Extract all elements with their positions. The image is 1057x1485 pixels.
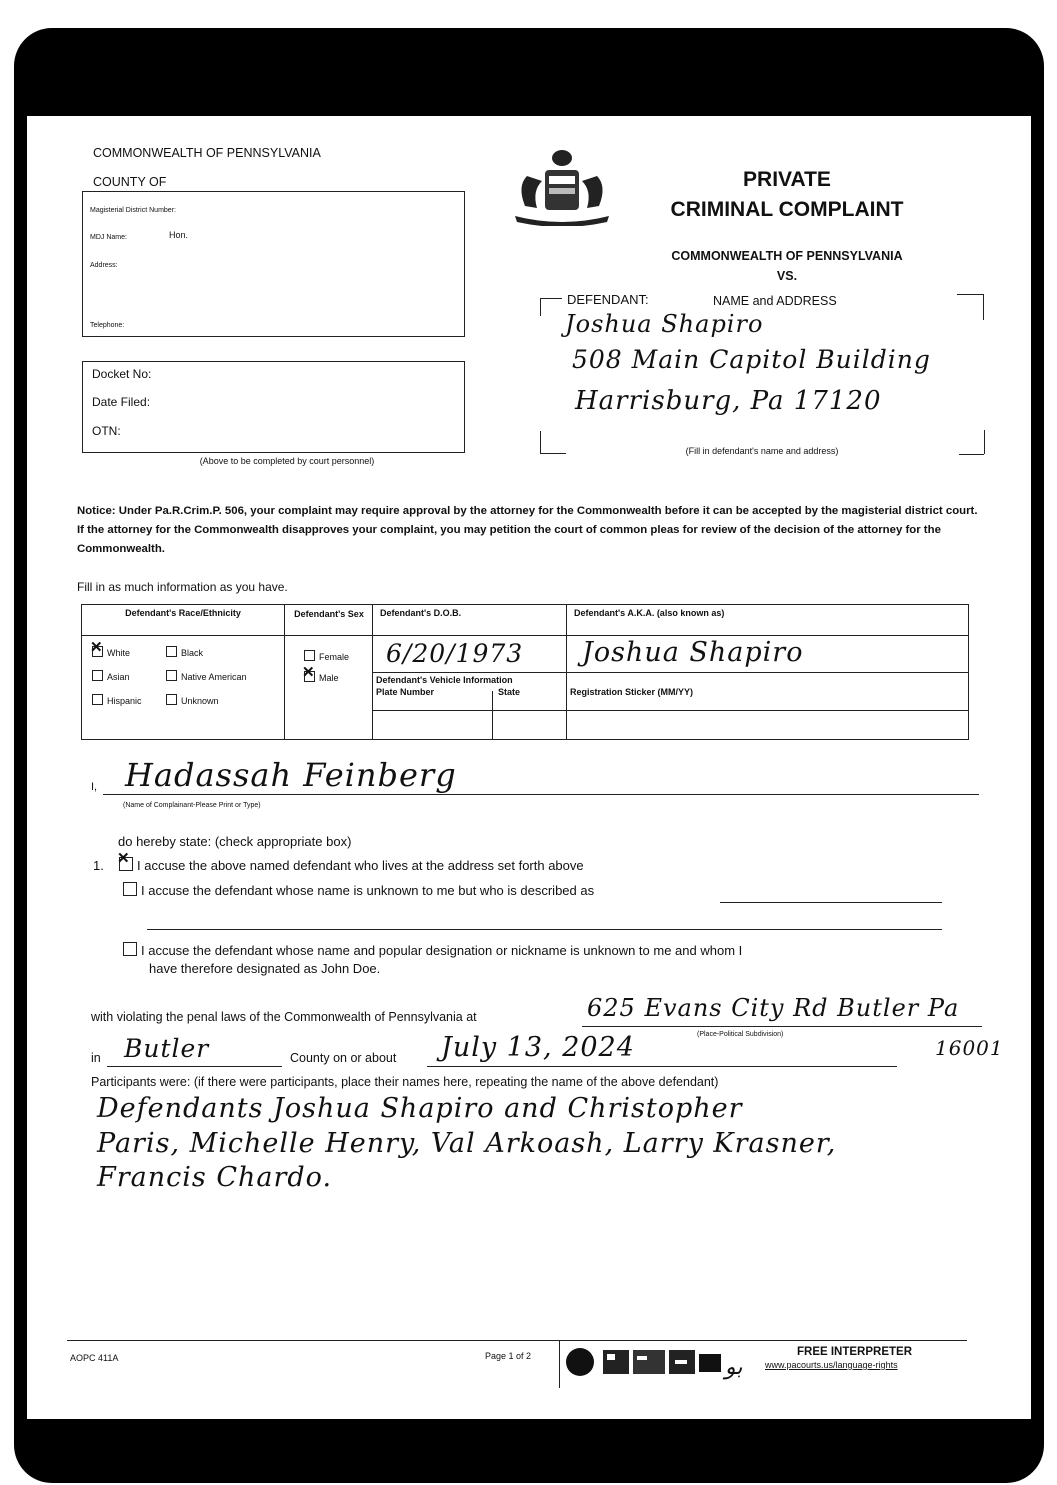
complainant-name: Hadassah Feinberg	[125, 756, 457, 794]
statement-option3[interactable]: I accuse the defendant whose name and popular designation or nickname is unknown to me and whom I	[123, 942, 742, 958]
race-white-checkbox[interactable]	[92, 646, 103, 657]
mdj-name-label: MDJ Name:	[90, 234, 127, 241]
race-hispanic-checkbox[interactable]	[92, 694, 103, 705]
race-black-option[interactable]: Black	[166, 646, 203, 658]
participants-line3: Francis Chardo.	[97, 1162, 333, 1193]
option2-checkbox[interactable]	[123, 882, 137, 896]
sex-male-option[interactable]: ✕Male	[304, 671, 339, 683]
dob-header: Defendant's D.O.B.	[380, 608, 462, 618]
form-title-line2: CRIMINAL COMPLAINT	[670, 198, 904, 221]
court-personnel-note: (Above to be completed by court personnel)	[199, 456, 375, 466]
defendant-info-table	[81, 604, 969, 740]
notice-paragraph: Notice: Under Pa.R.Crim.P. 506, your complaint may require approval by the attorney for the Commonwealth before it can be accepted by the magisterial district court. If the attorney for the Commonwealth disapproves your complaint, you may petition the court of common pleas for review of the decision of the attorney for the Commonwealth.	[77, 505, 978, 555]
telephone-label: Telephone:	[90, 322, 125, 329]
statement-option3-line2: have therefore designated as John Doe.	[149, 961, 381, 976]
registration-sticker-label: Registration Sticker (MM/YY)	[570, 687, 694, 697]
caption-commonwealth: COMMONWEALTH OF PENNSYLVANIA	[671, 249, 903, 263]
race-unknown-option[interactable]: Unknown	[166, 694, 219, 706]
statement-option2[interactable]: I accuse the defendant whose name is unknown to me but who is described as	[123, 882, 594, 898]
fill-in-instruction: Fill in as much information as you have.	[77, 580, 288, 594]
aka-value: Joshua Shapiro	[582, 637, 804, 668]
race-asian-checkbox[interactable]	[92, 670, 103, 681]
aka-header: Defendant's A.K.A. (also known as)	[574, 608, 725, 618]
statement-number: 1.	[93, 858, 104, 873]
defendant-fill-note: (Fill in defendant's name and address)	[685, 446, 839, 456]
race-header: Defendant's Race/Ethnicity	[125, 608, 241, 618]
option1-checkbox[interactable]	[119, 857, 133, 871]
defendant-label: DEFENDANT:	[567, 292, 649, 307]
svg-text:بو: بو	[725, 1355, 743, 1380]
sex-male-checkbox[interactable]	[304, 671, 315, 682]
complainant-prefix: I,	[91, 781, 98, 793]
county-on-label: County on or about	[290, 1051, 397, 1065]
place-caption: (Place-Political Subdivision)	[697, 1031, 784, 1038]
docket-box	[82, 361, 465, 453]
violation-label: with violating the penal laws of the Commonwealth of Pennsylvania at	[91, 1010, 477, 1024]
sex-female-checkbox[interactable]	[304, 650, 315, 661]
state-label: State	[498, 687, 521, 697]
language-glyphs-graphic	[565, 1344, 755, 1380]
race-black-checkbox[interactable]	[166, 646, 177, 657]
complainant-caption: (Name of Complainant-Please Print or Type)	[123, 802, 261, 809]
participants-line2: Paris, Michelle Henry, Val Arkoash, Larry Krasner,	[97, 1128, 837, 1159]
participants-line1: Defendants Joshua Shapiro and Christopher	[97, 1093, 743, 1124]
commonwealth-heading: COMMONWEALTH OF PENNSYLVANIA	[93, 146, 321, 160]
race-native-option[interactable]: Native American	[166, 670, 247, 682]
dob-value: 6/20/1973	[386, 639, 524, 668]
language-rights-link[interactable]: www.pacourts.us/language-rights	[765, 1360, 898, 1370]
in-label: in	[91, 1051, 101, 1065]
defendant-address-line1: 508 Main Capitol Building	[572, 345, 931, 374]
race-white-option[interactable]: ✕White	[92, 646, 130, 658]
violation-place: 625 Evans City Rd Butler Pa	[587, 994, 960, 1022]
docket-label: Docket No:	[92, 367, 152, 381]
plate-number-label: Plate Number	[376, 687, 435, 697]
race-hispanic-option[interactable]: Hispanic	[92, 694, 142, 706]
defendant-name: Joshua Shapiro	[565, 310, 764, 338]
district-number-label: Magisterial District Number:	[90, 207, 176, 214]
court-info-box	[82, 191, 465, 337]
statement-intro: do hereby state: (check appropriate box)	[118, 834, 352, 849]
violation-date: July 13, 2024	[441, 1032, 635, 1063]
race-native-checkbox[interactable]	[166, 670, 177, 681]
race-unknown-checkbox[interactable]	[166, 694, 177, 705]
vehicle-info-header: Defendant's Vehicle Information	[376, 675, 513, 685]
violation-county: Butler	[124, 1034, 210, 1063]
county-of-label: COUNTY OF	[93, 175, 167, 189]
free-interpreter-label: FREE INTERPRETER	[797, 1346, 913, 1358]
address-label: Address:	[90, 262, 118, 269]
violation-zip: 16001	[935, 1036, 1004, 1060]
sex-header: Defendant's Sex	[294, 609, 364, 619]
race-asian-option[interactable]: Asian	[92, 670, 130, 682]
option3-checkbox[interactable]	[123, 942, 137, 956]
pennsylvania-seal	[507, 146, 617, 226]
page-number: Page 1 of 2	[485, 1351, 532, 1361]
date-filed-label: Date Filed:	[92, 395, 151, 409]
statement-option1[interactable]: ✕ I accuse the above named defendant who lives at the address set forth above	[119, 857, 584, 873]
otn-label: OTN:	[92, 424, 121, 438]
caption-vs: VS.	[776, 269, 798, 283]
mdj-name-value: Hon.	[169, 230, 189, 240]
form-title-line1: PRIVATE	[743, 168, 831, 191]
defendant-address-line2: Harrisburg, Pa 17120	[575, 386, 882, 416]
complaint-form-page	[27, 116, 1031, 1419]
form-id: AOPC 411A	[70, 1353, 119, 1363]
name-address-label: NAME and ADDRESS	[713, 294, 837, 308]
sex-female-option[interactable]: Female	[304, 650, 349, 662]
participants-label: Participants were: (if there were participants, place their names here, repeating the name of the above defendant)	[91, 1075, 719, 1089]
